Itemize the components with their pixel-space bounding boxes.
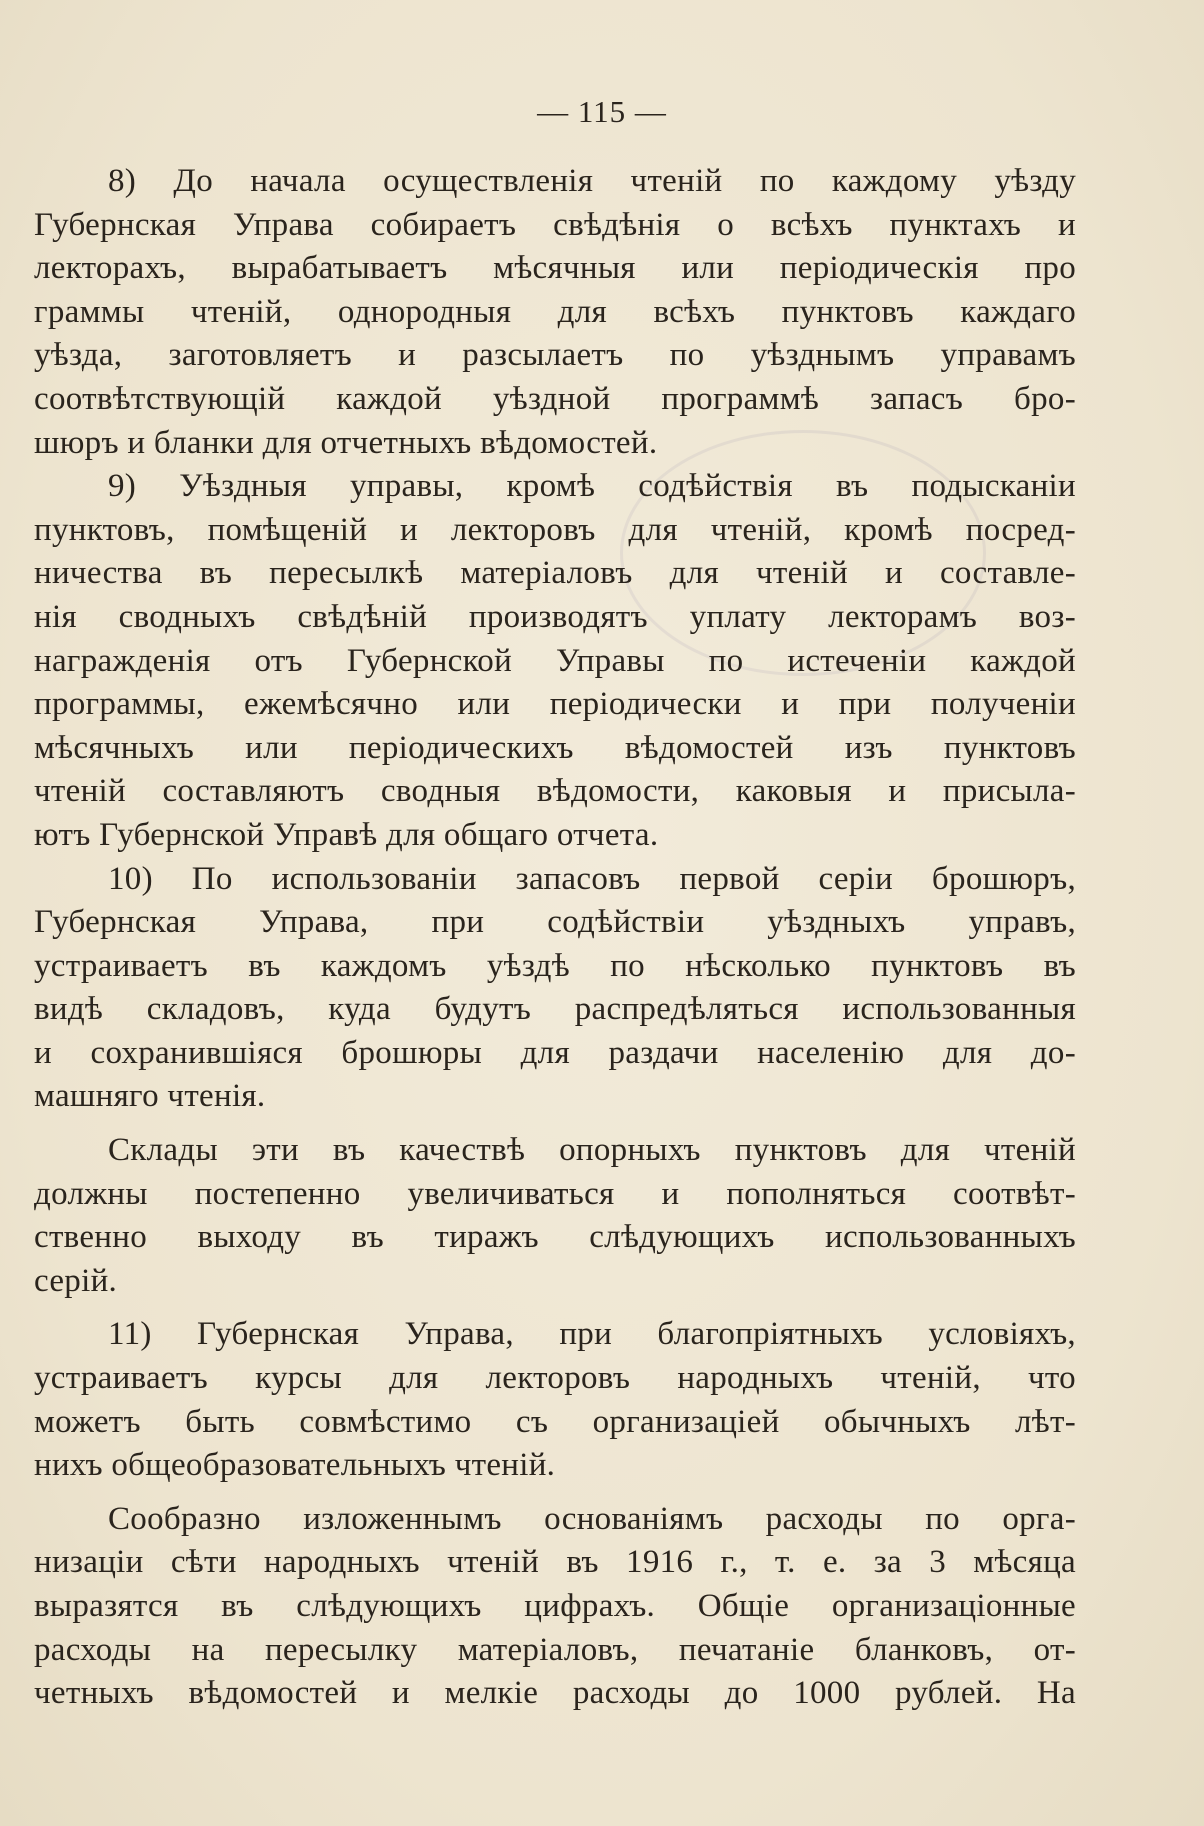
text-line: ютъ Губернской Управѣ для общаго отчета. — [34, 816, 659, 853]
text-line: машняго чтенія. — [34, 1078, 266, 1115]
text-line: лекторахъ, вырабатываетъ мѣсячныя или періодическія про — [34, 250, 1076, 287]
body-text — [34, 160, 1076, 1716]
paragraph-10 — [34, 858, 1076, 1120]
paragraph-9 — [34, 465, 1076, 857]
text-line: 11) Губернская Управа, при благопріятныхъ условіяхъ, — [108, 1316, 1076, 1353]
text-line: 8) До начала осуществленія чтеній по каждому уѣзду — [108, 163, 1076, 199]
text-line: награжденія отъ Губернской Управы по истеченіи каждой — [34, 642, 1076, 679]
text-line: шюръ и бланки для отчетныхъ вѣдомостей. — [34, 424, 658, 461]
text-line: выразятся въ слѣдующихъ цифрахъ. Общіе организаціонные — [34, 1588, 1076, 1624]
text-line: четныхъ вѣдомостей и мелкіе расходы до 1000 рублей. На — [34, 1675, 1076, 1712]
text-line: пунктовъ, помѣщеній и лекторовъ для чтеній, кромѣ посред- — [34, 511, 1076, 548]
text-line: соотвѣтствующій каждой уѣздной программѣ запасъ бро- — [34, 380, 1076, 417]
paragraph-11 — [34, 1313, 1076, 1487]
text-line: Сообразно изложеннымъ основаніямъ расходы по орга- — [108, 1500, 1076, 1537]
text-line: и сохранившіяся брошюры для раздачи населенію для до- — [34, 1034, 1076, 1071]
text-line: граммы чтеній, однородныя для всѣхъ пунктовъ каждаго — [34, 293, 1076, 330]
text-line: мѣсячныхъ или періодическихъ вѣдомостей изъ пунктовъ — [34, 729, 1076, 766]
text-line: Склады эти въ качествѣ опорныхъ пунктовъ для чтеній — [108, 1132, 1076, 1169]
text-line: Губернская Управа собираетъ свѣдѣнія о всѣхъ пунктахъ и — [34, 206, 1076, 243]
text-line: устраиваетъ курсы для лекторовъ народныхъ чтеній, что — [34, 1360, 1076, 1397]
text-line: программы, ежемѣсячно или періодически и при полученіи — [34, 686, 1076, 723]
paragraph-warehouses — [34, 1129, 1076, 1303]
text-line: расходы на пересылку матеріаловъ, печатаніе бланковъ, от- — [34, 1631, 1076, 1668]
text-line: нихъ общеобразовательныхъ чтеній. — [34, 1447, 556, 1484]
text-line: 9) Уѣздныя управы, кромѣ содѣйствія въ подысканіи — [108, 468, 1076, 505]
text-line: Губернская Управа, при содѣйствіи уѣздныхъ управъ, — [34, 904, 1076, 941]
text-line: низаціи сѣти народныхъ чтеній въ 1916 г., т. е. за 3 мѣсяца — [34, 1544, 1076, 1581]
text-line: чтеній составляютъ сводныя вѣдомости, каковыя и присыла- — [34, 773, 1076, 810]
text-line: устраиваетъ въ каждомъ уѣздѣ по нѣсколько пунктовъ въ — [34, 947, 1076, 984]
page-number: — 115 — — [537, 94, 667, 129]
text-line: уѣзда, заготовляетъ и разсылаетъ по уѣзднымъ управамъ — [34, 337, 1076, 374]
text-line: ничества въ пересылкѣ матеріаловъ для чтеній и составле- — [34, 555, 1076, 592]
text-line: нія сводныхъ свѣдѣній производятъ уплату лекторамъ воз- — [34, 598, 1076, 635]
text-line: должны постепенно увеличиваться и пополняться соотвѣт- — [34, 1175, 1076, 1212]
text-line: серій. — [34, 1262, 118, 1299]
text-line: 10) По использованіи запасовъ первой серіи брошюръ, — [108, 860, 1076, 897]
text-line: можетъ быть совмѣстимо съ организаціей обычныхъ лѣт- — [34, 1403, 1076, 1440]
paragraph-expenses — [34, 1498, 1076, 1716]
text-line: видѣ складовъ, куда будутъ распредѣляться использованныя — [34, 991, 1076, 1028]
paragraph-8 — [34, 160, 1076, 465]
text-line: ственно выходу въ тиражъ слѣдующихъ использованныхъ — [34, 1219, 1076, 1256]
